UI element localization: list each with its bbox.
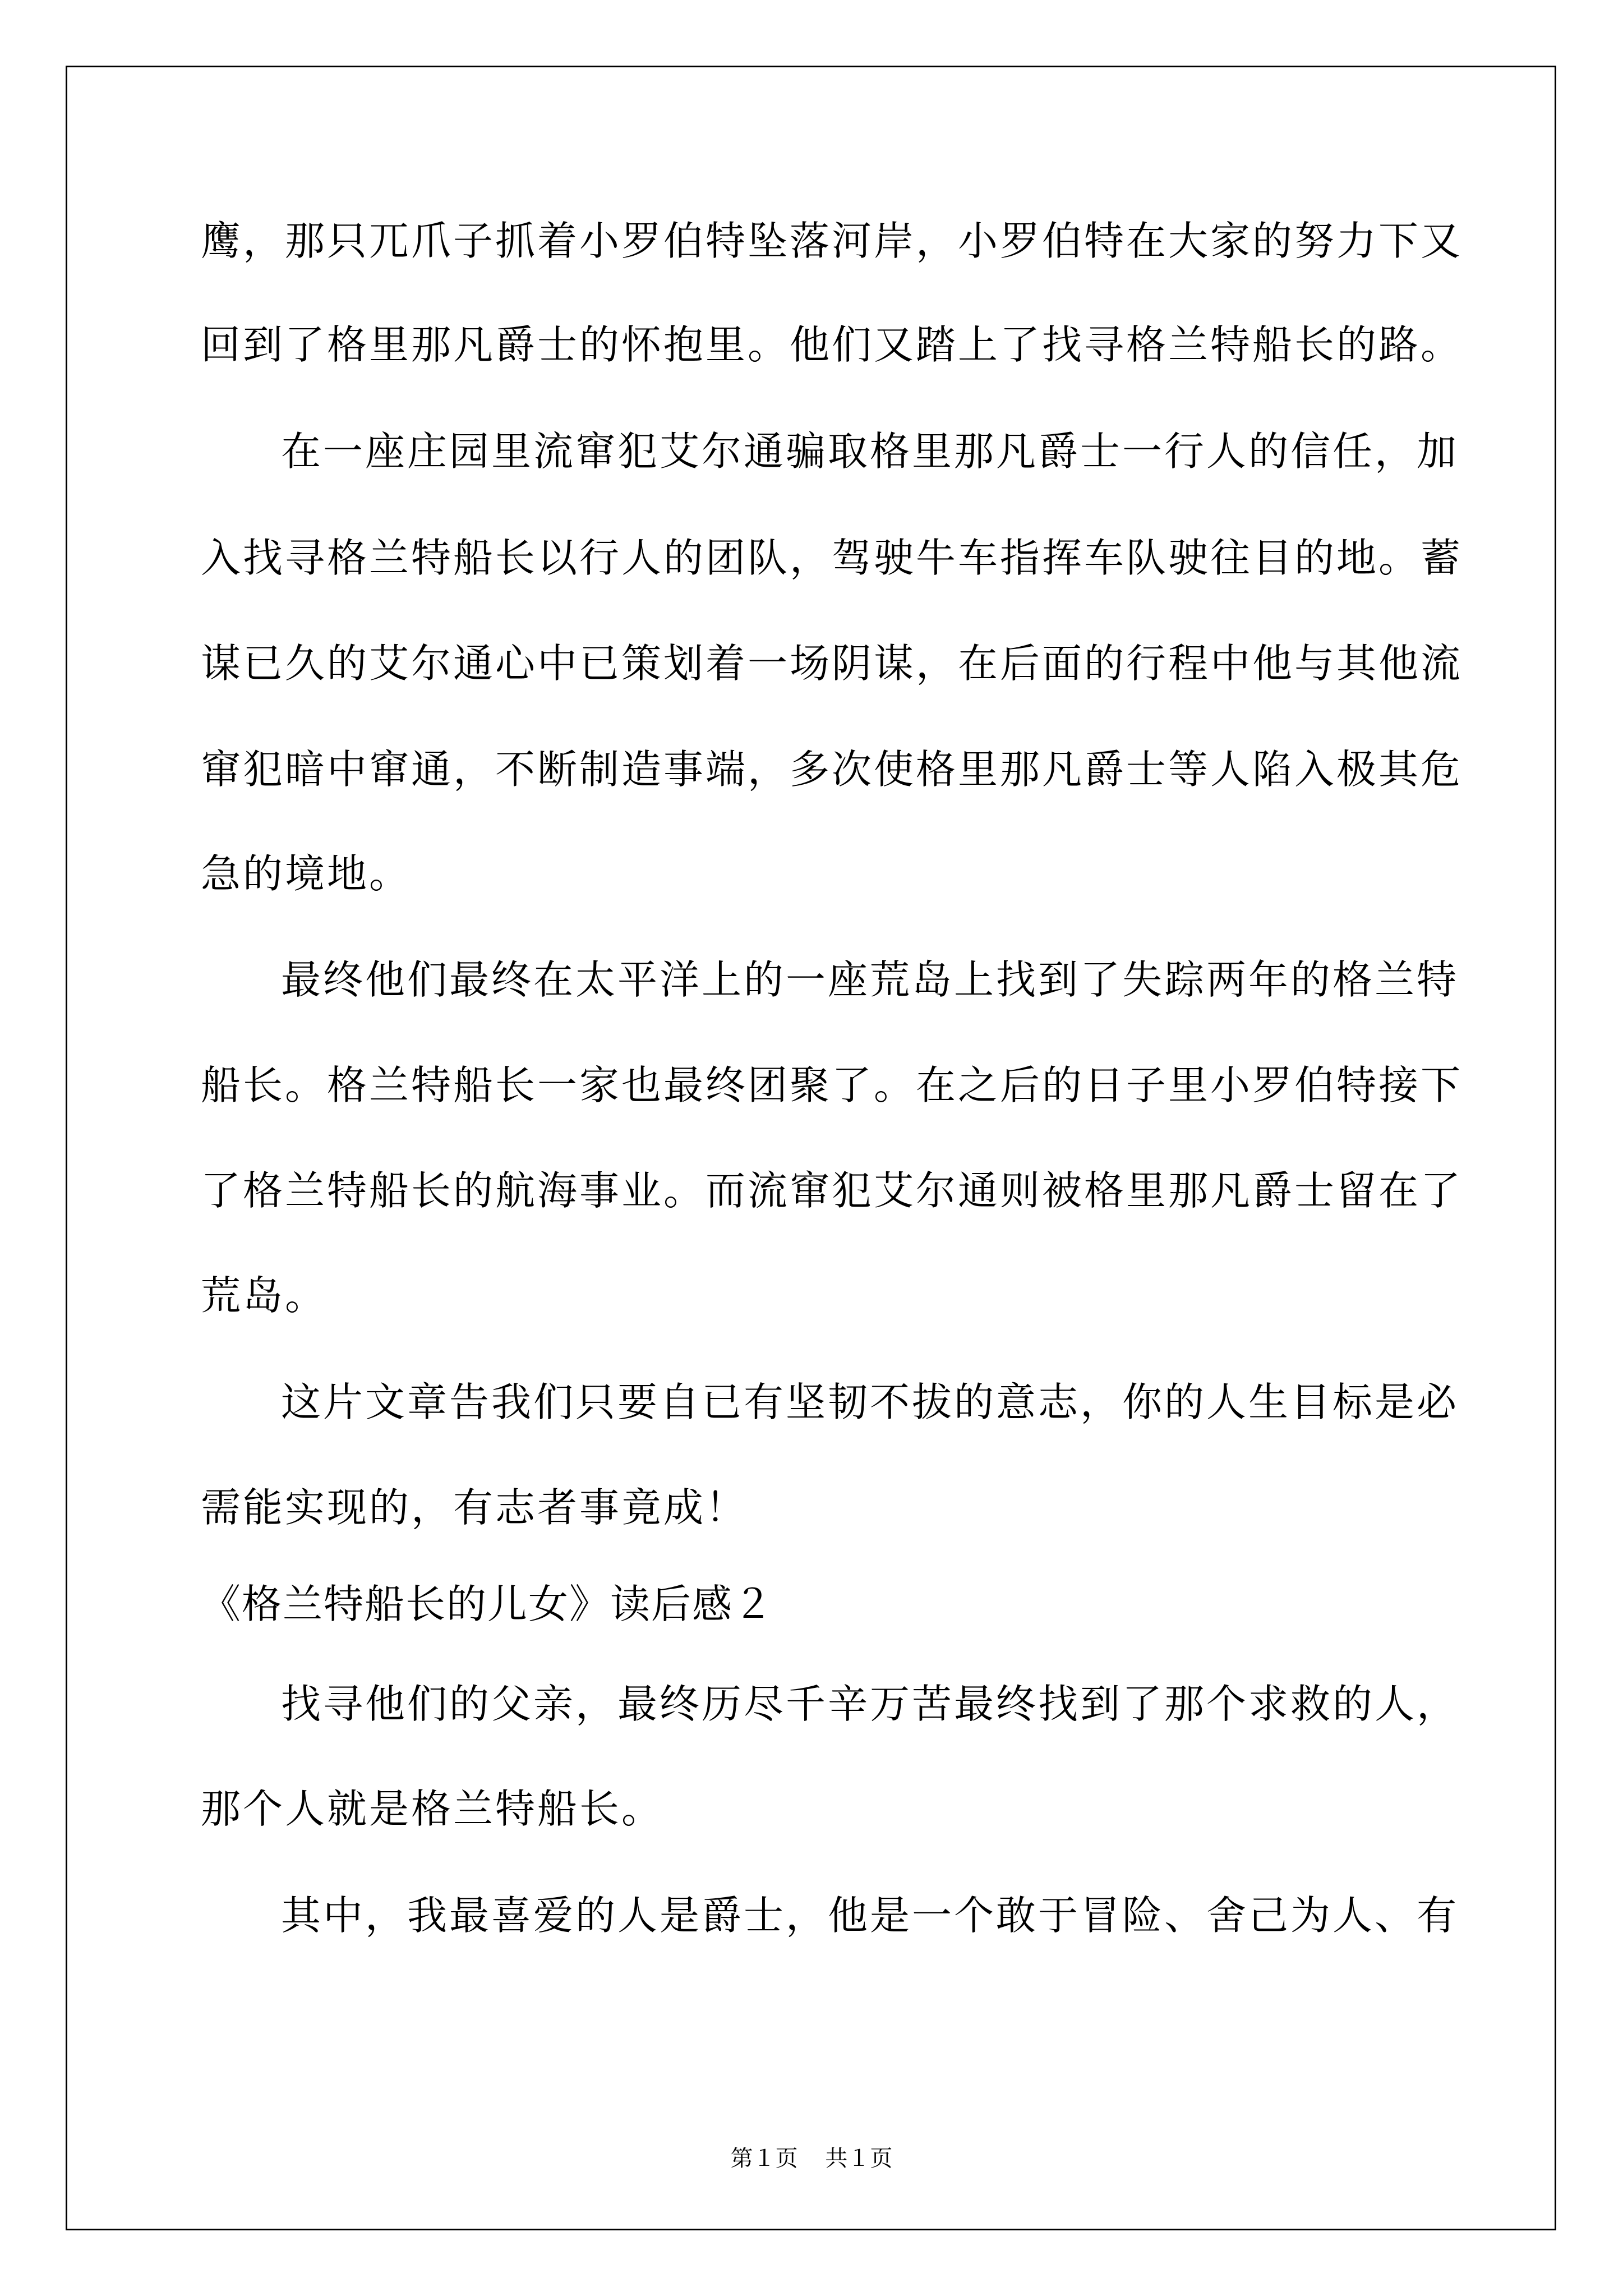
paragraph-start-line: 最终他们最终在太平洋上的一座荒岛上找到了失踪两年的格兰特 xyxy=(281,956,1459,1003)
paragraph-start-line: 其中，我最喜爱的人是爵士，他是一个敢于冒险、舍己为人、有 xyxy=(281,1892,1459,1939)
text-line: 荒岛。 xyxy=(201,1272,328,1319)
text-line: 回到了格里那凡爵士的怀抱里。他们又踏上了找寻格兰特船长的路。 xyxy=(201,321,1463,368)
text-line: 那个人就是格兰特船长。 xyxy=(201,1786,664,1832)
page-number-total: 共１页 xyxy=(825,2146,893,2171)
text-line: 鹰，那只兀爪子抓着小罗伯特坠落河岸，小罗伯特在大家的努力下又 xyxy=(201,218,1463,264)
text-line: 谋已久的艾尔通心中已策划着一场阴谋，在后面的行程中他与其他流 xyxy=(201,640,1463,687)
section-heading: 《格兰特船长的儿女》读后感２ xyxy=(201,1581,774,1627)
text-line: 入找寻格兰特船长以行人的团队，驾驶牛车指挥车队驶往目的地。蓄 xyxy=(201,535,1463,581)
paragraph-start-line: 在一座庄园里流窜犯艾尔通骗取格里那凡爵士一行人的信任，加 xyxy=(281,428,1459,475)
paragraph-start-line: 这片文章告我们只要自已有坚韧不拔的意志，你的人生目标是必 xyxy=(281,1379,1459,1425)
text-line: 船长。格兰特船长一家也最终团聚了。在之后的日子里小罗伯特接下 xyxy=(201,1062,1463,1108)
page-footer xyxy=(0,2142,1623,2175)
text-line: 需能实现的，有志者事竟成！ xyxy=(201,1484,748,1531)
paragraph-start-line: 找寻他们的父亲，最终历尽千辛万苦最终找到了那个求救的人， xyxy=(281,1681,1459,1727)
page-number-current: 第１页 xyxy=(730,2146,798,2171)
text-line: 急的境地。 xyxy=(201,850,412,897)
text-line: 窜犯暗中窜通，不断制造事端，多次使格里那凡爵士等人陷入极其危 xyxy=(201,746,1463,793)
text-line: 了格兰特船长的航海事业。而流窜犯艾尔通则被格里那凡爵士留在了 xyxy=(201,1167,1463,1214)
